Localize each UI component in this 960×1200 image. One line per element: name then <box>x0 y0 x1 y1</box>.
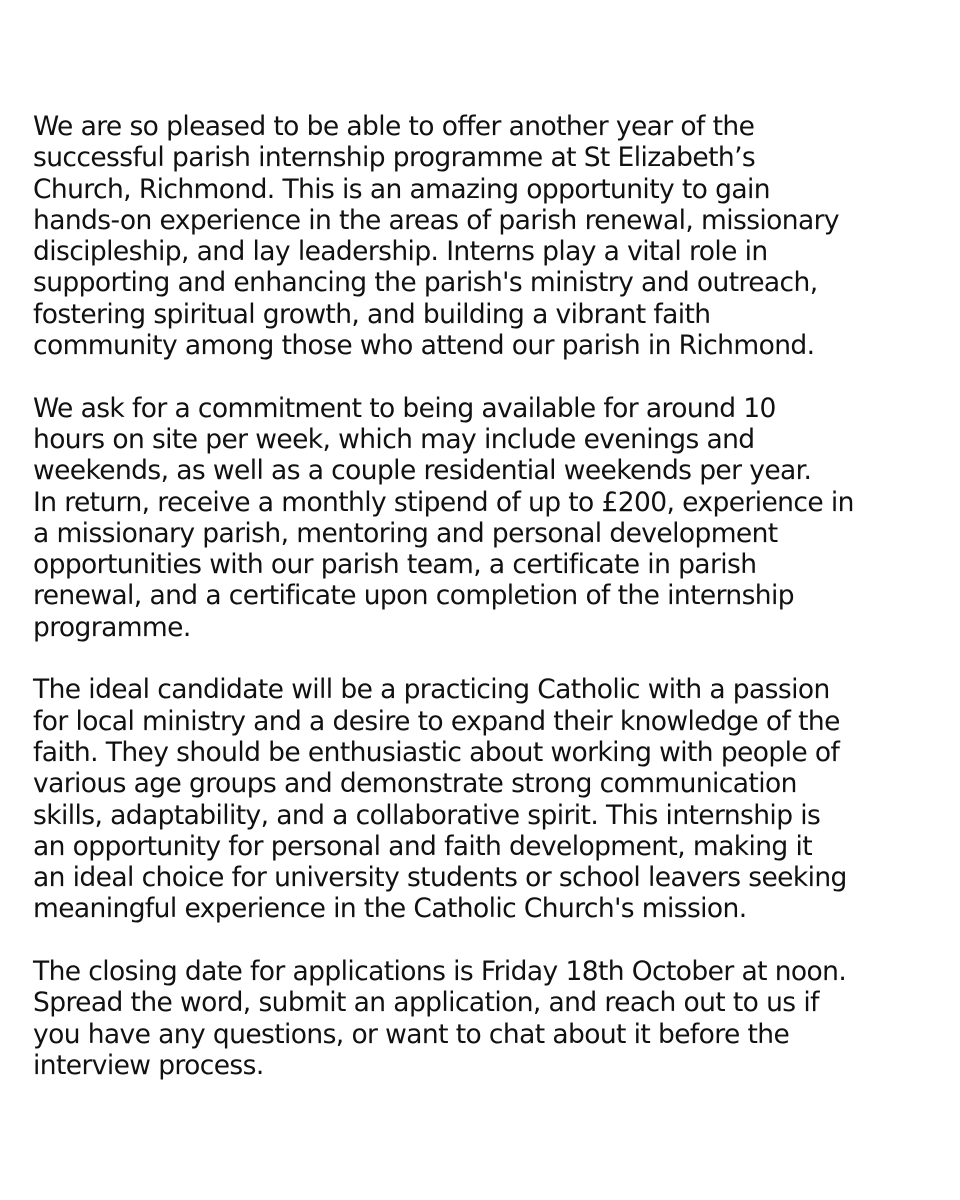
text-line: various age groups and demonstrate strong communication <box>33 768 797 800</box>
text-line: discipleship, and lay leadership. Interns play a vital role in <box>33 236 768 268</box>
text-line: Spread the word, submit an application, and reach out to us if <box>33 987 819 1019</box>
text-line: fostering spiritual growth, and building a vibrant faith <box>33 298 711 330</box>
text-line: We are so pleased to be able to offer another year of the <box>33 111 755 142</box>
text-line: We ask for a commitment to being available for around 10 <box>33 392 776 424</box>
paragraph-intro <box>33 111 933 361</box>
text-line: faith. They should be enthusiastic about working with people of <box>33 736 840 768</box>
text-line: hours on site per week, which may include evenings and <box>33 423 755 455</box>
text-line: supporting and enhancing the parish's ministry and outreach, <box>33 267 818 299</box>
text-line: programme. <box>33 611 191 643</box>
text-line: In return, receive a monthly stipend of up to £200, experience in <box>33 486 854 518</box>
text-line: The closing date for applications is Friday 18th October at noon. <box>33 956 847 988</box>
text-line: interview process. <box>33 1049 264 1081</box>
text-line: an ideal choice for university students or school leavers seeking <box>33 862 847 894</box>
paragraph-closing-date <box>33 956 933 1081</box>
text-line: weekends, as well as a couple residential weekends per year. <box>33 455 812 487</box>
text-line: The ideal candidate will be a practicing Catholic with a passion <box>33 674 830 706</box>
text-line: skills, adaptability, and a collaborative spirit. This internship is <box>33 799 821 831</box>
text-line: a missionary parish, mentoring and personal development <box>33 517 778 549</box>
paragraph-ideal-candidate <box>33 674 933 924</box>
text-line: for local ministry and a desire to expand their knowledge of the <box>33 705 840 737</box>
text-line: Church, Richmond. This is an amazing opportunity to gain <box>33 173 770 205</box>
text-line: hands-on experience in the areas of parish renewal, missionary <box>33 204 839 236</box>
text-line: meaningful experience in the Catholic Church's mission. <box>33 893 747 925</box>
text-line: an opportunity for personal and faith development, making it <box>33 830 813 862</box>
text-line: renewal, and a certificate upon completion of the internship <box>33 580 794 612</box>
text-line: successful parish internship programme at St Elizabeth’s <box>33 142 756 174</box>
text-line: opportunities with our parish team, a certificate in parish <box>33 549 757 581</box>
text-line: you have any questions, or want to chat about it before the <box>33 1018 790 1050</box>
document-body <box>33 111 933 1113</box>
paragraph-commitment <box>33 393 933 643</box>
text-line: community among those who attend our parish in Richmond. <box>33 330 815 362</box>
